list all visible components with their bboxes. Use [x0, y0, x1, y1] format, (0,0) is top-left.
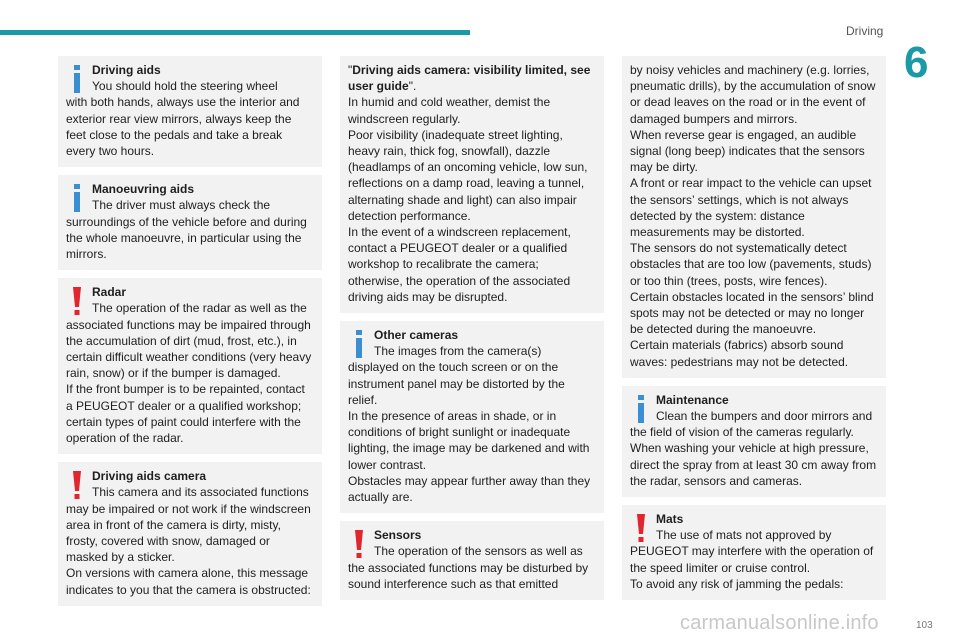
camera-message-quote: "Driving aids camera: visibility limited, see user guide".: [348, 63, 591, 94]
note-title: Mats: [656, 512, 684, 527]
note-title: Sensors: [374, 528, 422, 543]
note-other-cameras: [340, 321, 604, 513]
note-manoeuvring-aids: [58, 175, 322, 270]
info-icon: [71, 64, 83, 94]
warning-icon: [635, 513, 647, 543]
note-lead: This camera and its associated functions: [92, 485, 309, 500]
note-text: the associated functions may be disturbed by sound interference such as that emitted: [348, 560, 589, 591]
warning-camera-continued: [340, 56, 604, 313]
note-text: displayed on the touch screen or on the instrument panel may be distorted by the relief.: [348, 360, 565, 407]
note-lead: The driver must always check the: [92, 198, 271, 213]
note-lead: Clean the bumpers and door mirrors and: [656, 409, 873, 424]
warning-icon: [353, 529, 365, 559]
warning-radar: [58, 278, 322, 454]
watermark: carmanualsonline.info: [680, 612, 879, 634]
note-maintenance: [622, 386, 886, 497]
info-icon: [71, 183, 83, 213]
note-text: A front or rear impact to the vehicle can upset the sensors’ settings, which is not always detected by the system: distance measurements may be distorted.: [630, 176, 872, 240]
note-lead: The operation of the sensors as well as: [374, 544, 583, 559]
note-text: On versions with camera alone, this message indicates to you that the camera is obstructed:: [66, 566, 311, 597]
camera-message-text: Driving aids camera: visibility limited, see user guide: [348, 63, 591, 94]
column-1: [58, 56, 322, 614]
warning-sensors: [340, 521, 604, 600]
note-lead: The use of mats not approved by: [656, 528, 832, 543]
note-text: To avoid any risk of jamming the pedals:: [630, 576, 844, 591]
note-text: If the front bumper is to be repainted, contact a PEUGEOT dealer or a qualified workshop; certain types of paint could interfere with the operation of the radar.: [66, 382, 305, 446]
warning-sensors-continued: [622, 56, 886, 378]
note-text: Certain materials (fabrics) absorb sound waves: pedestrians may not be detected.: [630, 338, 849, 369]
page-number: 103: [916, 620, 933, 631]
note-text: Obstacles may appear further away than they actually are.: [348, 473, 591, 505]
note-title: Other cameras: [374, 328, 459, 343]
note-text: Certain obstacles located in the sensors’ blind spots may not be detected or may no longer be detected during the manoeuvre.: [630, 289, 874, 337]
note-text: surroundings of the vehicle before and during the whole manoeuvre, in particular using the mirrors.: [66, 214, 307, 262]
column-2: [340, 56, 604, 608]
warning-driving-aids-camera: [58, 462, 322, 606]
note-text: Poor visibility (inadequate street lighting, heavy rain, thick fog, snowfall), dazzle (headlamps of an oncoming vehicle, low sun, reflections on a damp road, leaving a tunnel, alternating shade and light) can also impair detection performance.: [348, 127, 588, 223]
note-title: Manoeuvring aids: [92, 182, 195, 197]
warning-mats: [622, 505, 886, 600]
note-text: may be impaired or not work if the windscreen area in front of the camera is dirty, misty, frosty, covered with snow, damaged or masked by a sticker.: [66, 501, 311, 565]
chapter-number: 6: [904, 38, 929, 87]
column-3: [622, 56, 886, 608]
info-icon: [353, 329, 365, 359]
section-title: Driving: [846, 24, 884, 38]
note-text: In humid and cold weather, demist the windscreen regularly.: [348, 95, 551, 126]
note-text: When reverse gear is engaged, an audible signal (long beep) indicates that the sensors may be dirty.: [630, 127, 865, 175]
note-title: Driving aids: [92, 63, 161, 77]
note-title: Driving aids camera: [92, 469, 207, 484]
note-text: by noisy vehicles and machinery (e.g. lorries, pneumatic drills), by the accumulation of snow or dead leaves on the road or in the event of damaged bumpers and mirrors.: [630, 63, 876, 126]
note-title: Radar: [92, 285, 127, 300]
note-text: the field of vision of the cameras regularly.: [630, 425, 854, 440]
note-text: with both hands, always use the interior and exterior rear view mirrors, always keep the feet close to the pedals and take a break every two hours.: [66, 95, 300, 159]
note-text: In the event of a windscreen replacement, contact a PEUGEOT dealer or a qualified workshop to recalibrate the camera; otherwise, the operation of the associated driving aids may be disrupted.: [348, 225, 571, 304]
note-driving-aids: [58, 56, 322, 167]
info-icon: [635, 394, 647, 424]
note-text: In the presence of areas in shade, or in conditions of bright sunlight or inadequate lighting, the image may be darkened and with lower contrast.: [348, 409, 590, 472]
note-lead: The operation of the radar as well as the: [92, 301, 307, 316]
note-text: PEUGEOT may interfere with the operation of the speed limiter or cruise control.: [630, 544, 874, 575]
note-text: When washing your vehicle at high pressure, direct the spray from at least 30 cm away from the radar, sensors and cameras.: [630, 441, 877, 488]
warning-icon: [71, 286, 83, 316]
warning-icon: [71, 470, 83, 500]
note-lead: The images from the camera(s): [374, 344, 542, 359]
header-accent-bar: [0, 30, 470, 35]
note-text: The sensors do not systematically detect obstacles that are too low (pavements, studs) or too thin (trees, posts, wire fences).: [630, 241, 872, 288]
note-lead: You should hold the steering wheel: [92, 79, 278, 94]
note-title: Maintenance: [656, 392, 729, 407]
note-text: associated functions may be impaired through the accumulation of dirt (mud, frost, etc.), in certain difficult weather conditions (very heavy rain, snow) or if the bumper is damaged.: [66, 317, 312, 381]
